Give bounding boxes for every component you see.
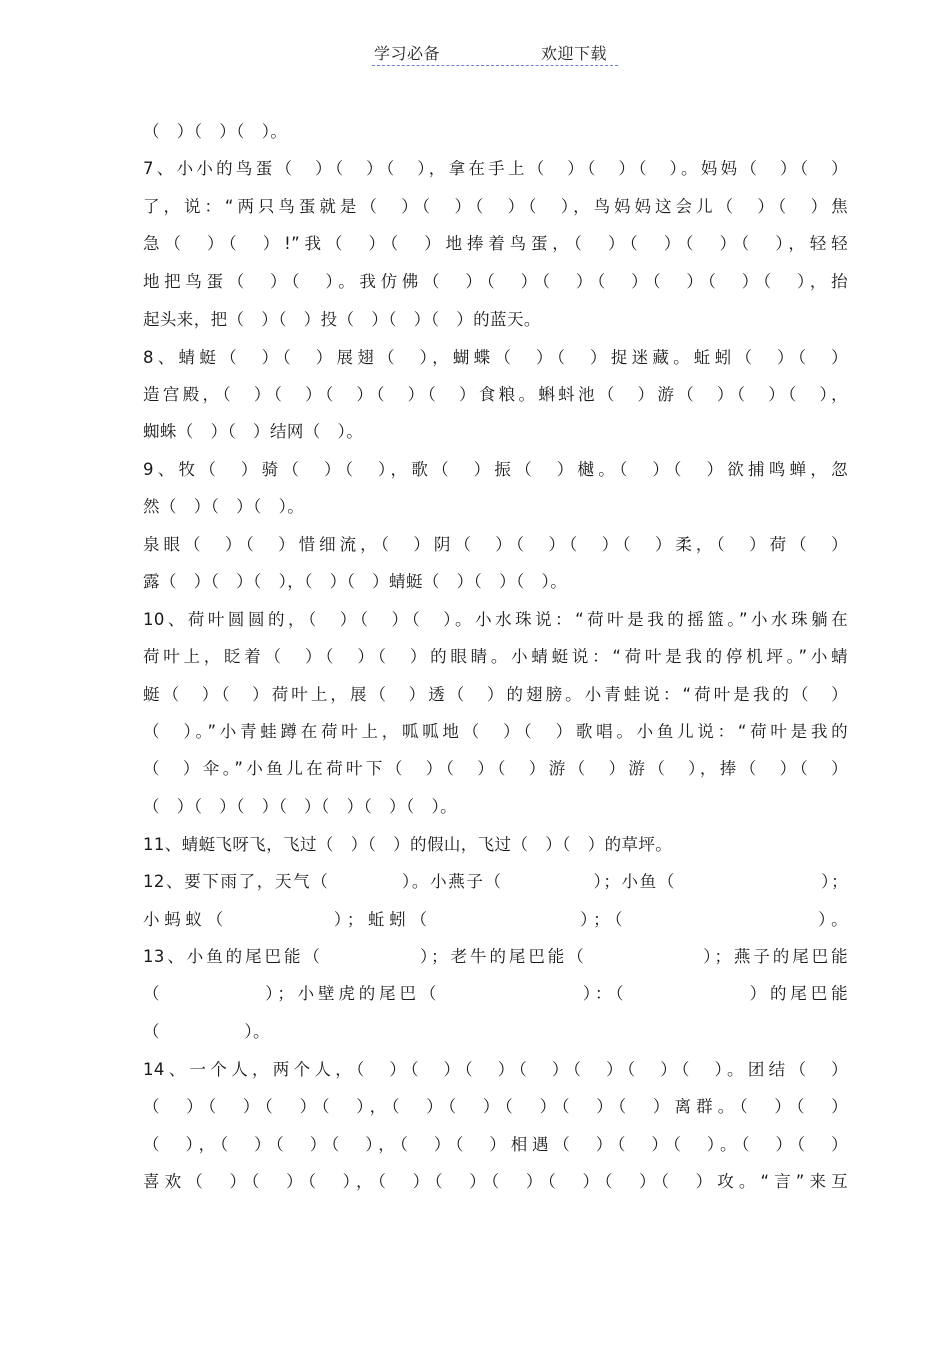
text-line: 10、荷叶圆圆的，（ ）（ ）（ ）。小水珠说：“荷叶是我的摇篮。”小水珠躺在 xyxy=(143,610,848,629)
text-line: 露（ ）（ ）（ ），（ ）（ ）蜻蜓（ ）（ ）（ ）。 xyxy=(143,572,568,591)
text-line: 小蚂蚁（ ）；蚯蚓（ ）；（ ）。 xyxy=(143,910,848,929)
text-line: 蜘蛛（ ）（ ）结网（ ）。 xyxy=(143,422,364,441)
text-line: 蜓（ ）（ ）荷叶上，展（ ）透（ ）的翅膀。小青蛙说：“荷叶是我的（ ） xyxy=(143,685,848,704)
text-line: 荷叶上，眨着（ ）（ ）（ ）的眼睛。小蜻蜓说：“荷叶是我的停机坪。”小蜻 xyxy=(143,647,848,666)
header-right-text: 欢迎下载 xyxy=(541,44,608,63)
text-line: 8、蜻蜓（ ）（ ）展翅（ ），蝴蝶（ ）（ ）捉迷藏。蚯蚓（ ）（ ） xyxy=(143,348,848,367)
text-line: 造宫殿，（ ）（ ）（ ）（ ）（ ）食粮。蝌蚪池（ ）游（ ）（ ）（ ）， xyxy=(143,385,848,404)
text-line: 9、牧（ ）骑（ ）（ ），歌（ ）振（ ）樾。（ ）（ ）欲捕鸣蝉，忽 xyxy=(143,460,848,479)
text-line: （ ）（ ）（ ）（ ）（ ）（ ）（ ）。 xyxy=(143,797,458,816)
text-line: （ ）；小壁虎的尾巴（ ）：（ ）的尾巴能 xyxy=(143,984,848,1003)
page-header xyxy=(372,38,618,66)
text-line: 14、一个人，两个人，（ ）（ ）（ ）（ ）（ ）（ ）（ ）。团结（ ） xyxy=(143,1060,848,1079)
header-left-text: 学习必备 xyxy=(374,44,441,63)
text-line: 11、蜻蜓飞呀飞，飞过（ ）（ ）的假山，飞过（ ）（ ）的草坪。 xyxy=(143,835,673,854)
text-line: （ ）。”小青蛙蹲在荷叶上，呱呱地（ ）（ ）歌唱。小鱼儿说：“荷叶是我的 xyxy=(143,722,848,741)
text-line: 7、小小的鸟蛋（ ）（ ）（ ），拿在手上（ ）（ ）（ ）。妈妈（ ）（ ） xyxy=(143,159,848,178)
text-line: （ ）（ ）（ ）（ ），（ ）（ ）（ ）（ ）（ ）离群。（ ）（ ） xyxy=(143,1097,848,1116)
text-line: 急（ ）（ ）!”我（ ）（ ）地捧着鸟蛋，（ ）（ ）（ ）（ ），轻轻 xyxy=(143,234,848,253)
text-line: （ ）伞。”小鱼儿在荷叶下（ ）（ ）（ ）游（ ）游（ ），捧（ ）（ ） xyxy=(143,759,848,778)
text-line: （ ），（ ）（ ）（ ），（ ）（ ）相遇（ ）（ ）（ ）。（ ）（ ） xyxy=(143,1135,848,1154)
text-line: 了，说：“两只鸟蛋就是（ ）（ ）（ ）（ ），鸟妈妈这会儿（ ）（ ）焦 xyxy=(143,197,848,216)
text-line: （ ）。 xyxy=(143,1022,270,1041)
text-line: 泉眼（ ）（ ）惜细流，（ ）阴（ ）（ ）（ ）（ ）柔，（ ）荷（ ） xyxy=(143,535,848,554)
text-line: 然（ ）（ ）（ ）。 xyxy=(143,497,305,516)
text-line: （ ）（ ）（ ）。 xyxy=(143,122,288,141)
text-line: 12、要下雨了，天气（ ）。小燕子（ ）；小鱼（ ）； xyxy=(143,872,848,891)
text-line: 起头来，把（ ）（ ）投（ ）（ ）（ ）的蓝天。 xyxy=(143,310,541,329)
text-line: 喜欢（ ）（ ）（ ），（ ）（ ）（ ）（ ）（ ）（ ）攻。“言”来互 xyxy=(143,1172,848,1191)
text-line: 地把鸟蛋（ ）（ ）。我仿佛（ ）（ ）（ ）（ ）（ ）（ ）（ ），抬 xyxy=(143,272,848,291)
text-line: 13、小鱼的尾巴能（ ）；老牛的尾巴能（ ）；燕子的尾巴能 xyxy=(143,947,848,966)
